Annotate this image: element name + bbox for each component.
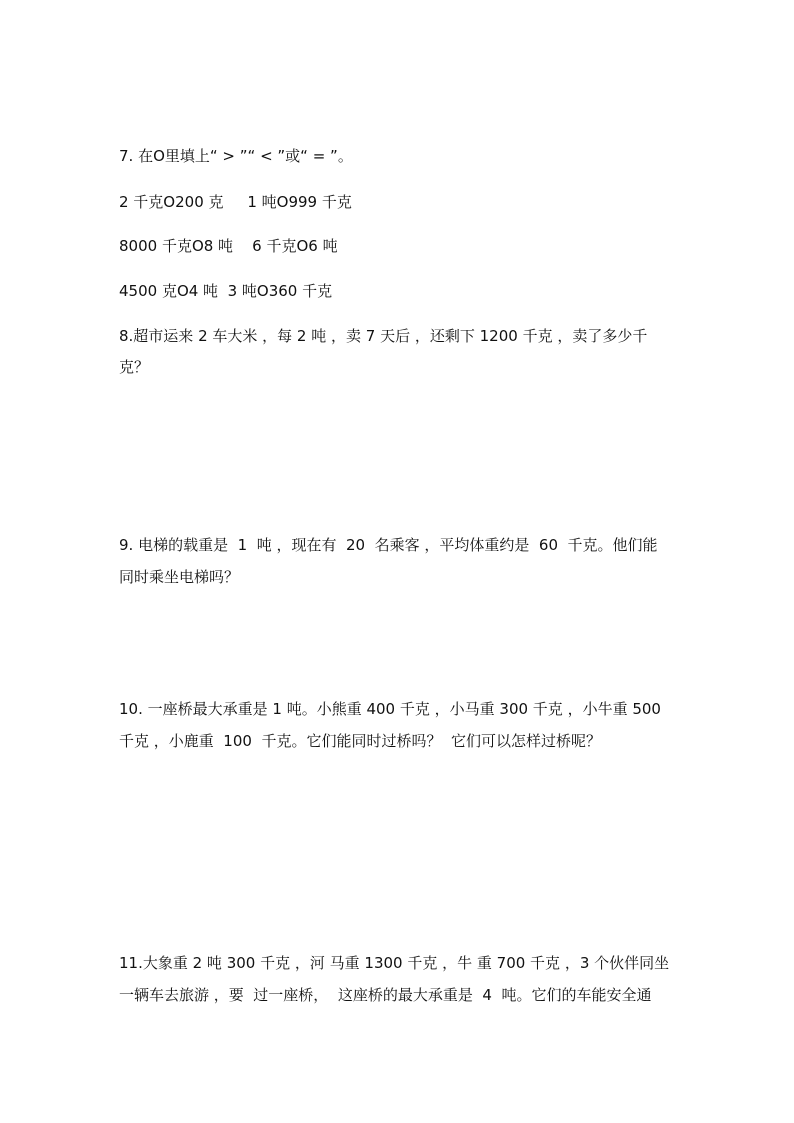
- q7-row-1: 2 千克O200 克 1 吨O999 千克: [119, 193, 352, 211]
- q7-row-3: 4500 克O4 吨 3 吨O360 千克: [119, 282, 333, 300]
- q7-row-2: 8000 千克O8 吨 6 千克O6 吨: [119, 237, 338, 255]
- q8-line-1: 8.超市运来 2 车大米 ，每 2 吨 ，卖 7 天后 ，还剩下 1200 千克 ，卖了多少千: [119, 327, 648, 345]
- q11-line-1: 11.大象重 2 吨 300 千克 ，河 马重 1300 千克 ，牛 重 700 千克 ，3 个伙伴同坐: [119, 954, 670, 972]
- q11-line-2: 一辆车去旅游 ，要 过一座桥， 这座桥的最大承重是 4 吨。它们的车能安全通: [119, 986, 652, 1004]
- q9-line-1: 9. 电梯的载重是 1 吨 ，现在有 20 名乘客 ，平均体重约是 60 千克。他们能: [119, 536, 658, 554]
- q8-line-2: 克？: [119, 358, 150, 376]
- q7-title: 7. 在O里填上“ > ”“ < ”或“ = ”。: [119, 147, 353, 165]
- q10-line-2: 千克 ，小鹿重 100 千克。它们能同时过桥吗？ 它们可以怎样过桥呢？: [119, 732, 602, 750]
- q10-line-1: 10. 一座桥最大承重是 1 吨。小熊重 400 千克 ，小马重 300 千克 ，小牛重 500: [119, 700, 661, 718]
- q9-line-2: 同时乘坐电梯吗？: [119, 568, 240, 586]
